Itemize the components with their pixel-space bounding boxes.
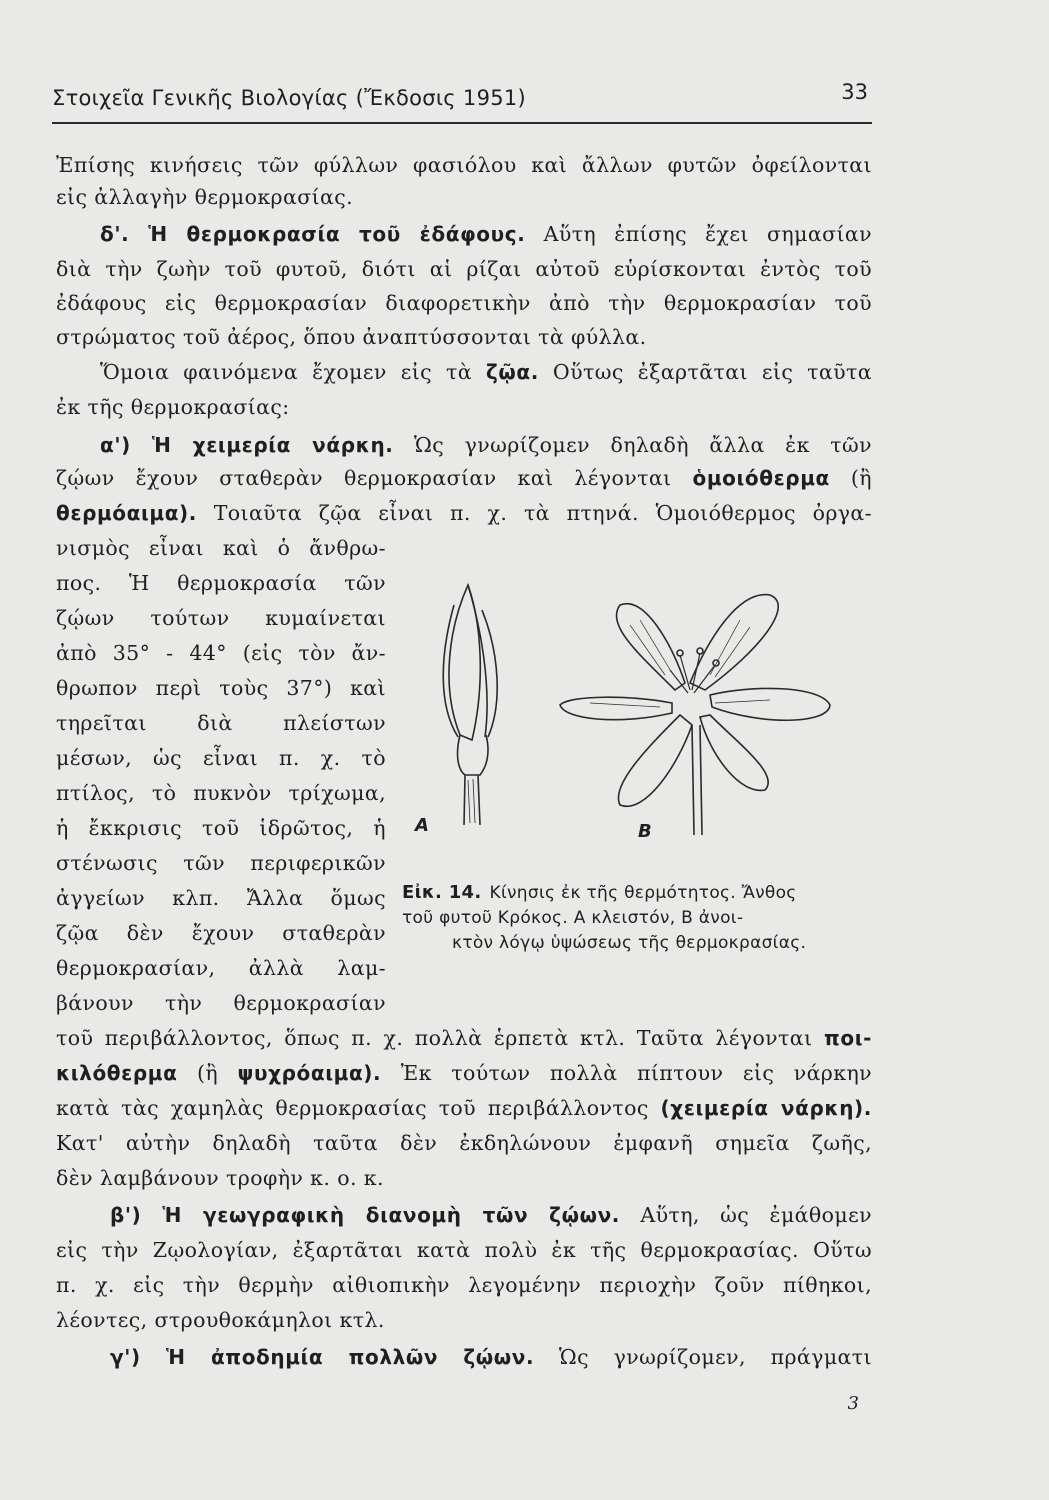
caption-line: τοῦ φυτοῦ Κρόκος. Α κλειστόν, Β ἀνοι- [402,908,744,928]
text-line [56,463,872,493]
text-line [100,357,872,387]
text-span: (ἢ [850,466,872,490]
text-line: ἐκ τῆς θερμοκρασίας: [56,395,290,419]
open-flower-drawing [560,595,830,835]
text-line: ἀπὸ 35° - 44° (εἰς τὸν ἄν- [56,641,386,665]
section-heading-hibernation: α') Ἡ χειμερία νάρκη. [100,433,394,457]
closed-flower-drawing [443,585,497,825]
figure-number: Εἰκ. 14. [402,882,482,903]
text-line: νισμὸς εἶναι καὶ ὁ ἄνθρω- [56,536,386,560]
text-span: Ἐκ τούτων πολλὰ πίπτουν εἰς νάρκην [400,1061,873,1085]
text-line: μέσων, ὡς εἶναι π. χ. τὸ [56,746,386,770]
text-line [56,498,872,528]
text-line: θρωπον περὶ τοὺς 37°) καὶ [56,676,386,700]
text-line: διὰ τὴν ζωὴν τοῦ φυτοῦ, διότι αἱ ρίζαι αὐτοῦ εὑρίσκονται ἐντὸς τοῦ [56,257,872,281]
signature-mark: 3 [847,1393,859,1414]
text-line: ζῷα δὲν ἔχουν σταθερὰν [56,921,386,945]
text-line: λέοντες, στρουθοκάμηλοι κτλ. [56,1308,385,1332]
bold-term: ζῷα. [485,360,539,384]
section-b-line [110,1200,872,1230]
text-line: ἡ ἔκκρισις τοῦ ἱδρῶτος, ἡ [56,816,386,840]
text-span: κατὰ τὰς χαμηλὰς θερμοκρασίας τοῦ περιβάλλοντος [56,1096,649,1120]
text-span: Ὡς γνωρίζομεν δηλαδὴ ἄλλα ἐκ τῶν [413,433,872,457]
caption-line: κτὸν λόγῳ ὑψώσεως τῆς θερμοκρασίας. [452,933,807,953]
bold-term: ὁμοιόθερμα [692,466,830,490]
text-line [56,1023,872,1053]
text-line: τηρεῖται διὰ πλείστων [56,711,386,735]
caption-line [402,880,872,906]
text-line [56,1058,872,1088]
bold-term: ποι- [823,1026,872,1050]
text-span: Ὡς γνωρίζομεν, πράγματι [558,1345,872,1369]
text-line: ζῴων τούτων κυμαίνεται [56,606,386,630]
text-line: θερμοκρασίαν, ἀλλὰ λαμ- [56,956,386,980]
section-heading-distribution: β') Ἡ γεωγραφικὴ διανομὴ τῶν ζῴων. [110,1203,620,1227]
text-span: ζῴων ἔχουν σταθερὰν θερμοκρασίαν καὶ λέγονται [56,466,672,490]
caption-text: Κίνησις ἐκ τῆς θερμότητος. Ἄνθος [489,883,797,903]
text-line: ἀγγείων κλπ. Ἄλλα ὅμως [56,886,386,910]
running-header [52,80,872,124]
figure-caption [402,880,872,956]
crocus-figure [410,565,880,855]
bold-term: ψυχρόαιμα). [237,1061,382,1085]
header-title: Στοιχεῖα Γενικῆς Βιολογίας (Ἔκδοσις 1951) [52,86,527,110]
text-span: Οὕτως ἐξαρτᾶται εἰς ταῦτα [552,360,873,384]
text-line: δὲν λαμβάνουν τροφὴν κ. ο. κ. [56,1166,384,1190]
text-line: στρώματος τοῦ ἀέρος, ὅπου ἀναπτύσσονται τὰ φύλλα. [56,325,647,349]
bold-term: κιλόθερμα [56,1061,178,1085]
text-line: βάνουν τὴν θερμοκρασίαν [56,991,386,1015]
crocus-illustration [410,565,880,855]
text-line: πτίλος, τὸ πυκνὸν τρίχωμα, [56,781,386,805]
figure-label-b: B [638,821,652,842]
bold-term: θερμόαιμα). [56,501,197,525]
page-number: 33 [841,80,868,104]
text-line: Κατ' αὐτὴν δηλαδὴ ταῦτα δὲν ἐκδηλώνουν ἐμφανῆ σημεῖα ζωῆς, [56,1131,872,1155]
text-line [56,1093,872,1123]
text-span: Αὕτη, ὡς ἐμάθομεν [640,1203,873,1227]
text-span: Αὕτη ἐπίσης ἔχει σημασίαν [543,222,873,246]
section-heading-migration: γ') Ἡ ἀποδημία πολλῶν ζῴων. [110,1345,535,1369]
text-line: στένωσις τῶν περιφερικῶν [56,851,386,875]
text-span: Ὅμοια φαινόμενα ἔχομεν εἰς τὰ [100,360,472,384]
bold-term: (χειμερία νάρκη). [660,1096,872,1120]
figure-label-a: A [415,815,429,836]
text-line: εἰς ἀλλαγὴν θερμοκρασίας. [56,185,354,209]
text-line: π. χ. εἰς τὴν θερμὴν αἰθιοπικὴν λεγομένην περιοχὴν ζοῦν πίθηκοι, [56,1273,872,1297]
section-c-line [110,1342,872,1372]
section-heading-soil: δ'. Ἡ θερμοκρασία τοῦ ἐδάφους. [100,222,526,246]
text-line: πος. Ἡ θερμοκρασία τῶν [56,571,386,595]
text-line: Ἐπίσης κινήσεις τῶν φύλλων φασιόλου καὶ ἄλλων φυτῶν ὀφείλονται [56,153,872,177]
section-d-line [100,219,872,249]
text-line: ἐδάφους εἰς θερμοκρασίαν διαφορετικὴν ἀπὸ τὴν θερμοκρασίαν τοῦ [56,291,872,315]
text-span: (ἢ [196,1061,219,1085]
text-line: εἰς τὴν Ζῳολογίαν, ἐξαρτᾶται κατὰ πολὺ ἐκ τῆς θερμοκρασίας. Οὕτω [56,1238,872,1262]
text-span: Τοιαῦτα ζῷα εἶναι π. χ. τὰ πτηνά. Ὁμοιόθερμος ὀργα- [213,501,872,525]
section-a-line [100,430,872,460]
text-span: τοῦ περιβάλλοντος, ὅπως π. χ. πολλὰ ἑρπετὰ κτλ. Ταῦτα λέγονται [56,1026,813,1050]
